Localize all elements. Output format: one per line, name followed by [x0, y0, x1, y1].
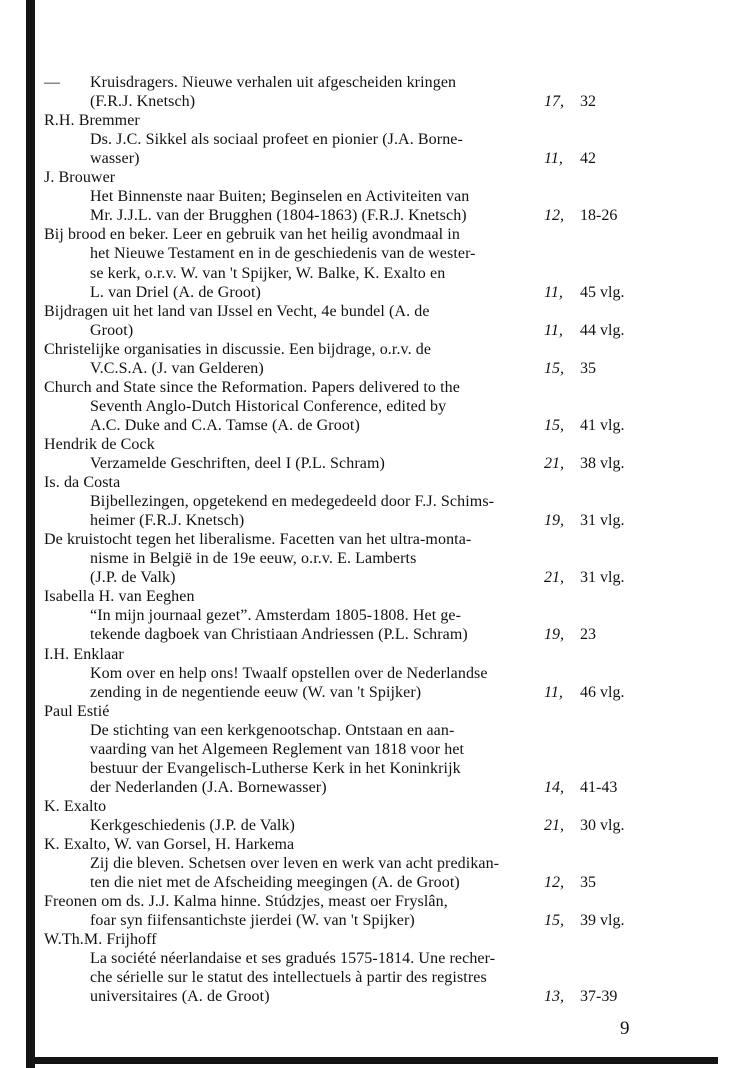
- index-line: [44, 645, 124, 664]
- entry-reference: [544, 911, 625, 930]
- reference-pages: 23: [580, 626, 596, 643]
- index-line: [90, 949, 495, 968]
- entry-text: De stichting van een kerkgenootschap. Ontstaan en aan-: [90, 722, 455, 739]
- reference-pages: 45 vlg.: [580, 284, 625, 301]
- index-line: [90, 149, 140, 168]
- entry-text: bestuur der Evangelisch-Lutherse Kerk in het Koninkrijk: [90, 760, 461, 777]
- entry-heading: K. Exalto: [44, 798, 107, 815]
- entry-text: het Nieuwe Testament en in de geschiedenis van de wester-: [90, 245, 476, 262]
- entry-text: La société néerlandaise et ses gradués 1575-1814. Une recher-: [90, 950, 496, 967]
- reference-pages: 31 vlg.: [580, 512, 625, 529]
- entry-reference: [544, 416, 625, 435]
- reference-pages: 35: [580, 874, 596, 891]
- entry-reference: [544, 778, 618, 797]
- reference-volume: 21,: [544, 569, 564, 586]
- entry-text: Kom over en help ons! Twaalf opstellen over de Nederlandse: [90, 665, 488, 682]
- page-number: 9: [620, 1018, 630, 1039]
- entry-text: A.C. Duke and C.A. Tamse (A. de Groot): [90, 417, 360, 434]
- entry-text: che sérielle sur le statut des intellectuels à partir des registres: [90, 969, 487, 986]
- index-line: [44, 473, 120, 492]
- entry-text: tekende dagboek van Christiaan Andriessen (P.L. Schram): [90, 626, 468, 643]
- entry-reference: [544, 683, 625, 702]
- index-line: [90, 359, 264, 378]
- reference-pages: 30 vlg.: [580, 817, 625, 834]
- reference-volume: 19,: [544, 512, 564, 529]
- entry-heading: I.H. Enklaar: [44, 646, 124, 663]
- index-line: [90, 625, 468, 644]
- reference-volume: 15,: [544, 360, 564, 377]
- index-line: [90, 778, 327, 797]
- entry-heading: De kruistocht tegen het liberalisme. Facetten van het ultra-monta-: [44, 531, 472, 548]
- index-line: [90, 721, 454, 740]
- reference-volume: 11,: [544, 284, 563, 301]
- reference-volume: 12,: [544, 874, 564, 891]
- reference-volume: 11,: [544, 322, 563, 339]
- reference-volume: 14,: [544, 779, 564, 796]
- entry-text: Bijbellezingen, opgetekend en medegedeeld door F.J. Schims-: [90, 493, 495, 510]
- reference-pages: 44 vlg.: [580, 322, 625, 339]
- entry-heading: R.H. Bremmer: [44, 112, 140, 129]
- entry-text: wasser): [90, 150, 140, 167]
- index-line: [44, 340, 431, 359]
- index-line: [44, 378, 460, 397]
- entry-text: L. van Driel (A. de Groot): [90, 284, 261, 301]
- reference-volume: 12,: [544, 207, 564, 224]
- entry-heading: Is. da Costa: [44, 474, 121, 491]
- index-line: [44, 797, 106, 816]
- entry-heading: Bij brood en beker. Leer en gebruik van het heilig avondmaal in: [44, 226, 460, 243]
- reference-pages: 41 vlg.: [580, 417, 625, 434]
- reference-pages: 38 vlg.: [580, 455, 625, 472]
- entry-text: V.C.S.A. (J. van Gelderen): [90, 360, 264, 377]
- index-line: [90, 397, 446, 416]
- index-line: [44, 111, 140, 130]
- entry-reference: [544, 206, 618, 225]
- index-line: [90, 264, 445, 283]
- entry-text: Seventh Anglo-Dutch Historical Conference, edited by: [90, 398, 447, 415]
- reference-pages: 41-43: [580, 779, 618, 796]
- reference-volume: 15,: [544, 912, 564, 929]
- entry-text: (J.P. de Valk): [90, 569, 176, 586]
- reference-volume: 21,: [544, 455, 564, 472]
- index-line: [90, 911, 415, 930]
- index-line: [90, 206, 467, 225]
- entry-reference: [544, 454, 625, 473]
- entry-reference: [544, 92, 596, 111]
- entry-text: (F.R.J. Knetsch): [90, 93, 196, 110]
- entry-heading: Christelijke organisaties in discussie. Een bijdrage, o.r.v. de: [44, 341, 432, 358]
- entry-heading: W.Th.M. Frijhoff: [44, 931, 157, 948]
- index-line: [90, 92, 195, 111]
- entry-heading: K. Exalto, W. van Gorsel, H. Harkema: [44, 836, 295, 853]
- index-line: [44, 892, 448, 911]
- index-line: [90, 187, 469, 206]
- entry-reference: [544, 987, 618, 1006]
- index-line: [90, 549, 416, 568]
- reference-pages: 46 vlg.: [580, 684, 625, 701]
- index-line: [90, 568, 176, 587]
- index-line: [90, 454, 385, 473]
- entry-text: Verzamelde Geschriften, deel I (P.L. Schram): [90, 455, 385, 472]
- entry-text: “In mijn journaal gezet”. Amsterdam 1805-1808. Het ge-: [90, 607, 462, 624]
- entry-text: Ds. J.C. Sikkel als sociaal profeet en pionier (J.A. Borne-: [90, 131, 463, 148]
- index-line: [90, 873, 460, 892]
- entry-heading: Bijdragen uit het land van IJssel en Vecht, 4e bundel (A. de: [44, 303, 430, 320]
- entry-text: universitaires (A. de Groot): [90, 988, 270, 1005]
- entry-reference: [544, 359, 596, 378]
- index-line: [90, 740, 464, 759]
- index-line: [44, 225, 460, 244]
- entry-text: ten die niet met de Afscheiding meegingen (A. de Groot): [90, 874, 460, 891]
- index-line: [90, 283, 261, 302]
- index-line: [90, 664, 488, 683]
- index-line: [90, 759, 461, 778]
- entry-text: Zij die bleven. Schetsen over leven en werk van acht predikan-: [90, 855, 500, 872]
- reference-volume: 11,: [544, 150, 563, 167]
- index-line: [90, 987, 270, 1006]
- index-line: [90, 816, 295, 835]
- entry-text: Groot): [90, 322, 134, 339]
- entry-heading: Freonen om ds. J.J. Kalma hinne. Stúdzjes, meast oer Fryslân,: [44, 893, 448, 910]
- entry-heading: Isabella H. van Eeghen: [44, 588, 195, 605]
- entry-heading: Paul Estié: [44, 703, 110, 720]
- entry-heading: Hendrik de Cock: [44, 436, 155, 453]
- reference-volume: 15,: [544, 417, 564, 434]
- entry-text: Het Binnenste naar Buiten; Beginselen en Activiteiten van: [90, 188, 470, 205]
- index-line: [90, 492, 494, 511]
- reference-volume: 19,: [544, 626, 564, 643]
- reference-pages: 31 vlg.: [580, 569, 625, 586]
- reference-pages: 42: [580, 150, 596, 167]
- index-line: [90, 416, 360, 435]
- entry-text: zending in de negentiende eeuw (W. van 't Spijker): [90, 684, 422, 701]
- reference-pages: 37-39: [580, 988, 618, 1005]
- entry-text: vaarding van het Algemeen Reglement van 1818 voor het: [90, 741, 465, 758]
- entry-heading: J. Brouwer: [44, 169, 116, 186]
- index-line: [90, 130, 463, 149]
- entry-reference: [544, 625, 596, 644]
- entry-dash: —: [44, 74, 61, 91]
- entry-reference: [544, 816, 625, 835]
- entry-heading: Church and State since the Reformation. Papers delivered to the: [44, 379, 460, 396]
- reference-pages: 39 vlg.: [580, 912, 625, 929]
- index-line: [44, 835, 294, 854]
- index-line: [90, 968, 487, 987]
- entry-reference: [544, 321, 625, 340]
- entry-text: se kerk, o.r.v. W. van 't Spijker, W. Balke, K. Exalto en: [90, 265, 446, 282]
- entry-text: heimer (F.R.J. Knetsch): [90, 512, 245, 529]
- index-line: [90, 683, 421, 702]
- reference-volume: 11,: [544, 684, 563, 701]
- index-line: [44, 435, 155, 454]
- entry-text: der Nederlanden (J.A. Bornewasser): [90, 779, 327, 796]
- index-line: [90, 854, 499, 873]
- entry-reference: [544, 283, 625, 302]
- entry-text: Kerkgeschiedenis (J.P. de Valk): [90, 817, 295, 834]
- index-line: [90, 244, 476, 263]
- index-line: [90, 606, 461, 625]
- entry-reference: [544, 149, 596, 168]
- reference-volume: 21,: [544, 817, 564, 834]
- index-line: [44, 930, 157, 949]
- index-line: [90, 321, 133, 340]
- reference-pages: 32: [580, 93, 596, 110]
- entry-reference: [544, 873, 596, 892]
- entry-text: nisme in België in de 19e eeuw, o.r.v. E. Lamberts: [90, 550, 417, 567]
- index-line: [90, 511, 244, 530]
- entry-text: Kruisdragers. Nieuwe verhalen uit afgescheiden kringen: [90, 74, 457, 91]
- index-line: [44, 168, 115, 187]
- index-line: [44, 587, 195, 606]
- reference-volume: 17,: [544, 93, 564, 110]
- entry-reference: [544, 511, 625, 530]
- entry-text: foar syn fiifensantichste jierdei (W. van 't Spijker): [90, 912, 415, 929]
- index-line: [44, 302, 430, 321]
- reference-pages: 18-26: [580, 207, 618, 224]
- entry-reference: [544, 568, 625, 587]
- reference-volume: 13,: [544, 988, 564, 1005]
- entry-text: Mr. J.J.L. van der Brugghen (1804-1863) (F.R.J. Knetsch): [90, 207, 467, 224]
- reference-pages: 35: [580, 360, 596, 377]
- index-line: [44, 530, 471, 549]
- index-line: [44, 702, 109, 721]
